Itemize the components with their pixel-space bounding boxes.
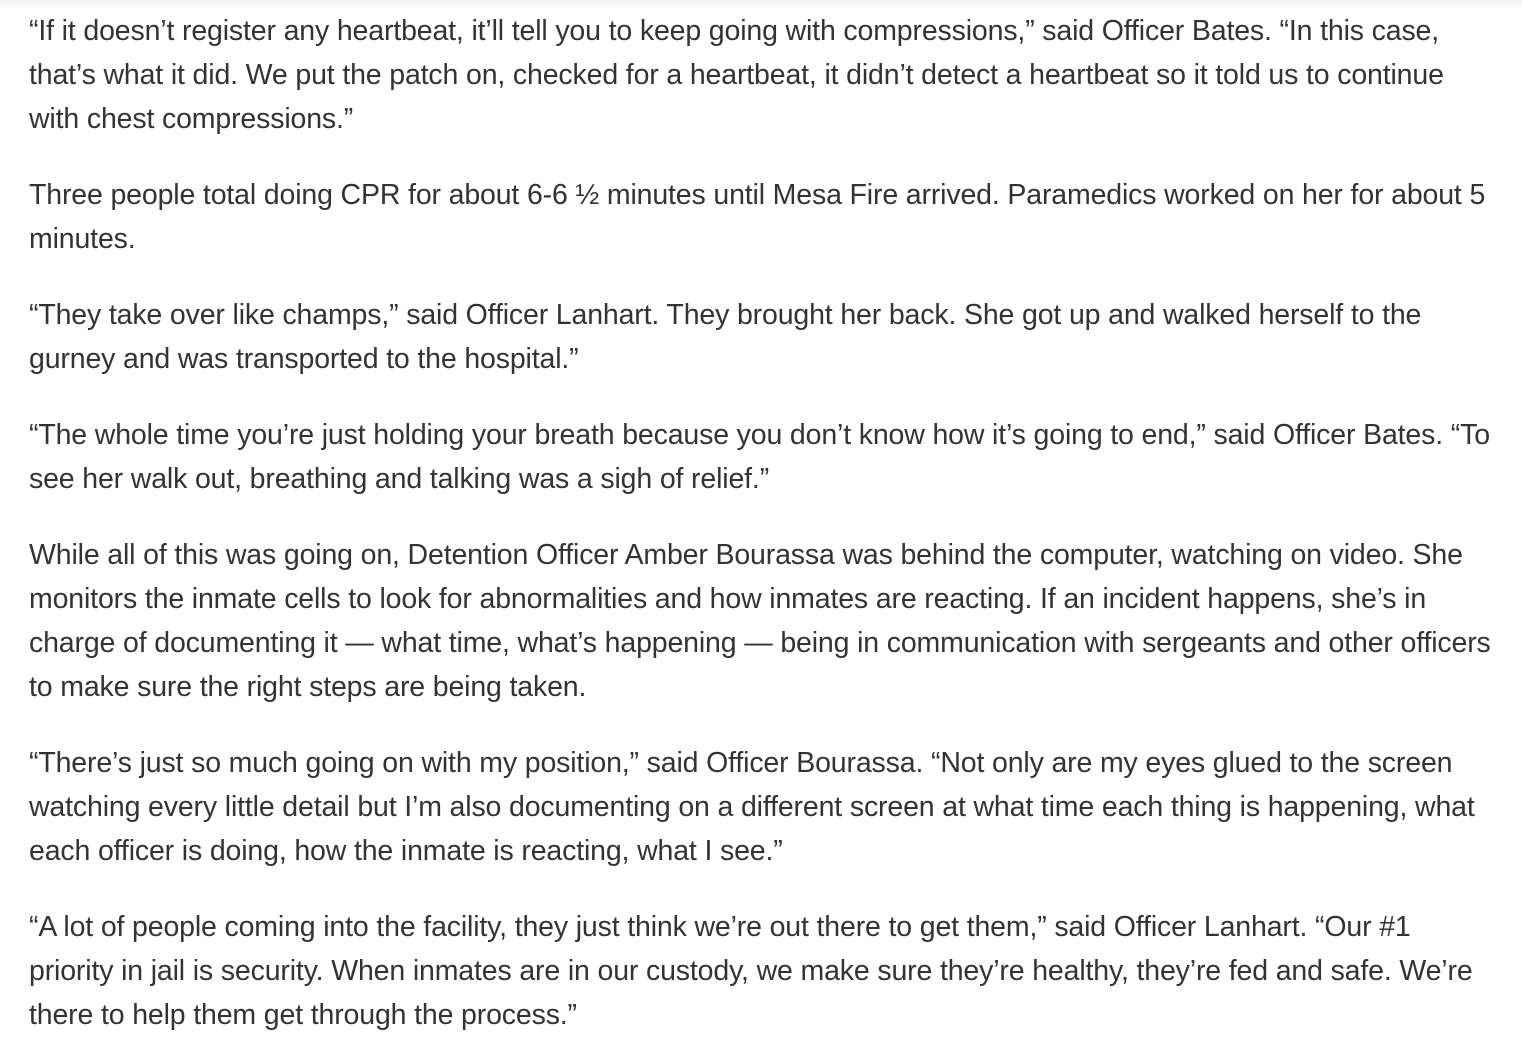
paragraph-aed-compressions: “If it doesn’t register any heartbeat, it’ll tell you to keep going with compressions,” said Officer Bates. “In this case, that’s what it did. We put the patch on, checked for a heartbeat, it didn’t detect a heartbeat so it told us to continue with chest compressions.”	[29, 15, 1444, 135]
paragraph-officer-bourassa-monitoring: While all of this was going on, Detention Officer Amber Bourassa was behind the computer, watching on video. She monitors the inmate cells to look for abnormalities and how inmates are reacting. If an incident happens, she’s in charge of documenting it — what time, what’s happening — being in communication with sergeants and other officers to make sure the right steps are being taken.	[29, 539, 1491, 703]
paragraph-bourassa-quote: “There’s just so much going on with my position,” said Officer Bourassa. “Not only are my eyes glued to the screen watching every little detail but I’m also documenting on a different screen at what time each thing is happening, what each officer is doing, how the inmate is reacting, what I see.”	[29, 747, 1475, 867]
paragraph-sigh-of-relief: “The whole time you’re just holding your breath because you don’t know how it’s going to end,” said Officer Bates. “To see her walk out, breathing and talking was a sigh of relief.”	[29, 419, 1490, 495]
article-body	[29, 9, 1499, 1037]
paragraph-cpr-duration: Three people total doing CPR for about 6-6 ½ minutes until Mesa Fire arrived. Paramedics worked on her for about 5 minutes.	[29, 179, 1486, 255]
paragraph-security-priority: “A lot of people coming into the facility, they just think we’re out there to get them,” said Officer Lanhart. “Our #1 priority in jail is security. When inmates are in our custody, we make sure they’re healthy, they’re fed and safe. We’re there to help them get through the process.”	[29, 911, 1473, 1031]
paragraph-paramedics-take-over: “They take over like champs,” said Officer Lanhart. They brought her back. She got up and walked herself to the gurney and was transported to the hospital.”	[29, 299, 1422, 375]
